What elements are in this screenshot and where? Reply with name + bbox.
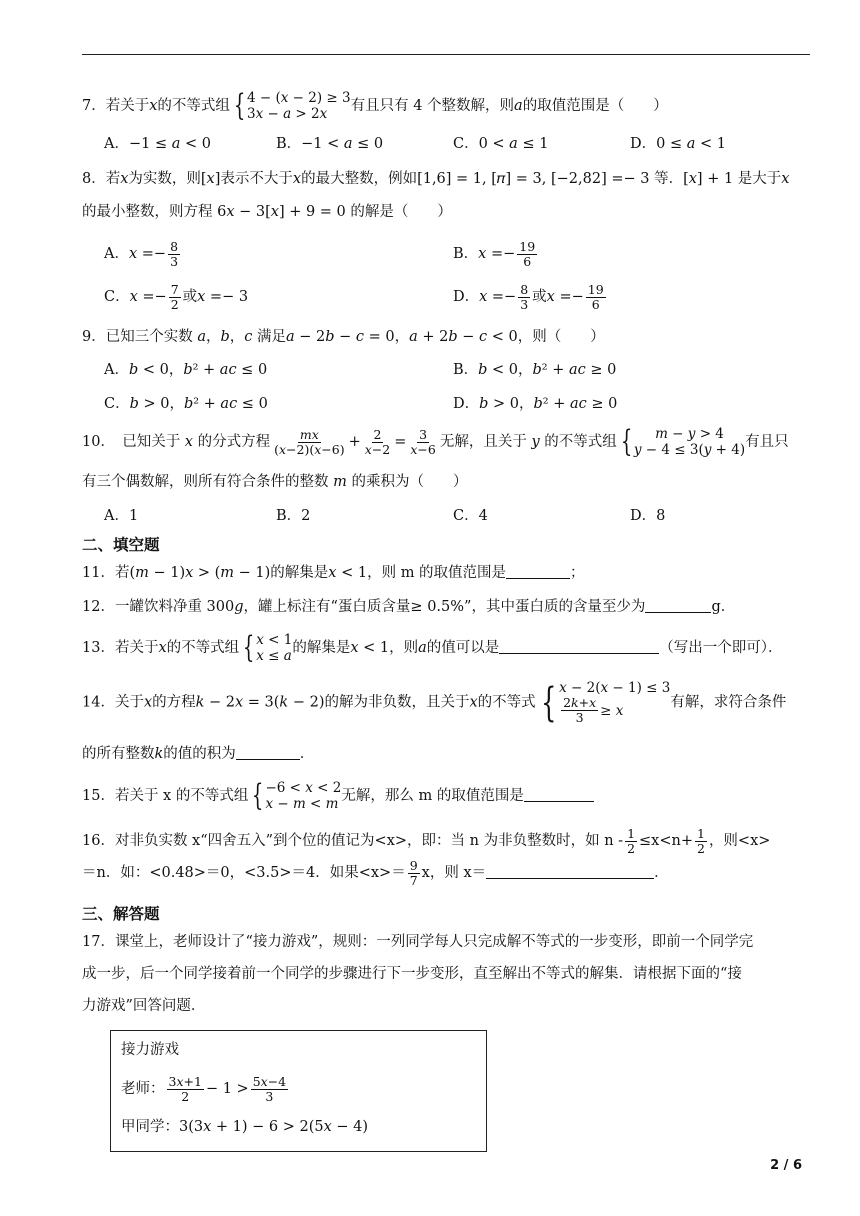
q8-option-d: D．𝑥 =− $\frac{8}{3}$ 或𝑥 =− $\frac{19}{6}$ [453,281,604,312]
page-number: 2 / 6 [770,1158,802,1173]
q8-c-fraction: $\frac{7}{2}$ [170,281,179,312]
q7-sys-row-2: 3𝑥 − 𝑎 > 2𝑥 [247,106,328,122]
q16-answer-blank[interactable] [486,864,654,879]
q10-stem-line-1: 10． 已知关于 𝑥 的分式方程 $\frac{\text{𝑚𝑥}}{\text{(𝑥−2)(𝑥−6)}}$ + $\frac{2}{\text{𝑥−2}}$ = $\frac{3}{\text{𝑥−6}}$ 无解，且关于 𝑦 的不等式组 { 𝑚 − 𝑦 > 4 𝑦 − 4 ≤ 3(𝑦 + 4) 有且只 [82,424,789,459]
q12: 12．一罐饮料净重 300𝑔，罐上标注有“蛋白质含量≥ 0.5%”，其中蛋白质的含量至少为 g． [82,599,736,615]
q8-a-fraction: $\frac{8}{3}$ [170,238,179,269]
q9-stem: 9．已知三个实数 𝑎，𝑏，𝑐 满足𝑎 − 2𝑏 − 𝑐 = 0，𝑎 + 2𝑏 − 𝑐 < 0，则（ ） [82,329,605,345]
teacher-fraction-1: $\frac{\text{3𝑥+1}}{2}$ [168,1073,202,1104]
q7-option-d: D．0 ≤ 𝑎 < 1 [630,136,726,152]
q17-stem-line-3: 力游戏”回答问题． [82,998,206,1014]
q7-suffix: 有且只有 4 个整数解，则𝑎的取值范围是（ ） [350,98,668,114]
section-title-fill-in: 二、填空题 [82,536,160,554]
q17-stem-line-1: 17．课堂上，老师设计了“接力游戏”，规则：一列同学每人只完成解不等式的一步变形，即前一个同学完 [82,934,754,950]
q14-answer-blank[interactable] [236,745,300,760]
q13-inequality-system: { 𝑥 < 1 𝑥 ≤ 𝑎 [242,630,293,665]
q8-d-fraction-1: $\frac{8}{3}$ [520,281,529,312]
q15: 15．若关于 x 的不等式组 { −6 < 𝑥 < 2 𝑥 − 𝑚 < 𝑚 无解，那么 m 的取值范围是 [82,780,594,812]
q10-fraction-1: $\frac{\text{𝑚𝑥}}{\text{(𝑥−2)(𝑥−6)}}$ [274,426,345,457]
q8-stem-line-2: 的最小整数，则方程 6𝑥 − 3[𝑥] + 9 = 0 的解是（ ） [82,204,452,220]
q7-inequality-system: { 4 − (𝑥 − 2) ≥ 3 3𝑥 − 𝑎 > 2𝑥 [233,88,351,123]
q17-stem-line-2: 成一步，后一个同学接着前一个同学的步骤进行下一步变形，直至解出不等式的解集．请根据下面的“接 [82,966,742,982]
q10-stem-line-2: 有三个偶数解，则所有符合条件的整数 𝑚 的乘积为（ ） [82,474,468,490]
q7-sys-row-1: 4 − (𝑥 − 2) ≥ 3 [247,90,351,106]
q8-option-b: B．𝑥 =− $\frac{19}{6}$ [453,238,536,269]
q13: 13．若关于𝑥的不等式组 { 𝑥 < 1 𝑥 ≤ 𝑎 的解集是𝑥 < 1，则𝑎的值可以是 （写出一个即可）． [82,630,783,665]
q14-fraction: $\frac{\text{2𝑘+𝑥}}{3}$ [563,695,597,725]
q9-option-b: B．𝑏 < 0，𝑏² + 𝑎𝑐 ≥ 0 [453,362,617,378]
q11-answer-blank[interactable] [506,564,570,579]
q7-option-b: B．−1 < 𝑎 ≤ 0 [276,136,384,152]
q10-option-a: A．1 [104,508,139,524]
q9-option-d: D．𝑏 > 0，𝑏² + 𝑎𝑐 ≥ 0 [453,396,618,412]
q8-stem-line-1: 8．若𝑥为实数，则[𝑥]表示不大于𝑥的最大整数，例如[1,6] = 1, [𝜋] = 3, [−2,82] =− 3 等．[𝑥] + 1 是大于𝑥 [82,171,790,187]
teacher-step: 老师： $\frac{\text{3𝑥+1}}{2}$ − 1 > $\frac{\text{5𝑥−4}}{3}$ [121,1073,287,1104]
q11: 11．若(𝑚 − 1)𝑥 > (𝑚 − 1)的解集是𝑥 < 1，则 m 的取值范围是 ； [82,565,585,581]
q10-option-b: B．2 [276,508,311,524]
q9-option-c: C．𝑏 > 0，𝑏² + 𝑎𝑐 ≤ 0 [104,396,268,412]
q10-fraction-2: $\frac{2}{\text{𝑥−2}}$ [364,426,391,457]
q16-line-2: ＝n．如：<0.48>＝0，<3.5>＝4．如果<x>＝ $\frac{9}{7}$ x，则 x＝ ． [82,857,669,888]
q8-b-fraction: $\frac{19}{6}$ [519,238,536,269]
relay-game-title: 接力游戏 [121,1042,179,1058]
q13-answer-blank[interactable] [499,639,659,654]
q9-option-a: A．𝑏 < 0，𝑏² + 𝑎𝑐 ≤ 0 [104,362,268,378]
q8-d-fraction-2: $\frac{19}{6}$ [587,281,604,312]
q10-option-c: C．4 [453,508,488,524]
q8-option-a: A．𝑥 =− $\frac{8}{3}$ [104,238,179,269]
q7-option-c: C．0 < 𝑎 ≤ 1 [453,136,549,152]
q15-answer-blank[interactable] [524,787,594,802]
q10-fraction-3: $\frac{3}{\text{𝑥−6}}$ [410,426,436,457]
q16-line-1: 16．对非负实数 x“四舍五入”到个位的值记为<x>，即：当 n 为非负整数时，如 n - $\frac{1}{2}$ ≤x<n+ $\frac{1}{2}$ ，则<x> [82,825,771,856]
student-a-step: 甲同学：3(3𝑥 + 1) − 6 > 2(5𝑥 − 4) [121,1119,369,1135]
relay-game-box [110,1030,487,1152]
q16-half-fraction-2: $\frac{1}{2}$ [696,825,705,856]
q15-inequality-system: { −6 < 𝑥 < 2 𝑥 − 𝑚 < 𝑚 [252,778,342,813]
q16-fraction-9-7: $\frac{9}{7}$ [409,857,418,888]
q10-inequality-system: { 𝑚 − 𝑦 > 4 𝑦 − 4 ≤ 3(𝑦 + 4) [620,424,746,459]
q7-prefix: 7．若关于𝑥的不等式组 [82,98,230,114]
q14-line-1: 14．关于𝑥的方程𝑘 − 2𝑥 = 3(𝑘 − 2)的解为非负数，且关于𝑥的不等式 { 𝑥 − 2(𝑥 − 1) ≤ 3 $\frac{\text{2𝑘+𝑥}}{3}$ ≥ 𝑥 有解，求符合条件 [82,679,787,726]
q8-option-c: C．𝑥 =− $\frac{7}{2}$ 或𝑥 =− 3 [104,281,249,312]
q10-option-d: D．8 [630,508,666,524]
header-rule [82,54,810,55]
q7-option-a: A．−1 ≤ 𝑎 < 0 [104,136,211,152]
section-title-solve: 三、解答题 [82,905,160,923]
q14-line-2: 的所有整数𝑘的值的积为 ． [82,746,315,762]
q16-half-fraction-1: $\frac{1}{2}$ [627,825,636,856]
question-7-stem [82,90,668,122]
q12-answer-blank[interactable] [645,598,711,613]
teacher-fraction-2: $\frac{\text{5𝑥−4}}{3}$ [252,1073,287,1104]
q14-inequality-system: { 𝑥 − 2(𝑥 − 1) ≤ 3 $\frac{\text{2𝑘+𝑥}}{3}$ ≥ 𝑥 [540,679,671,726]
